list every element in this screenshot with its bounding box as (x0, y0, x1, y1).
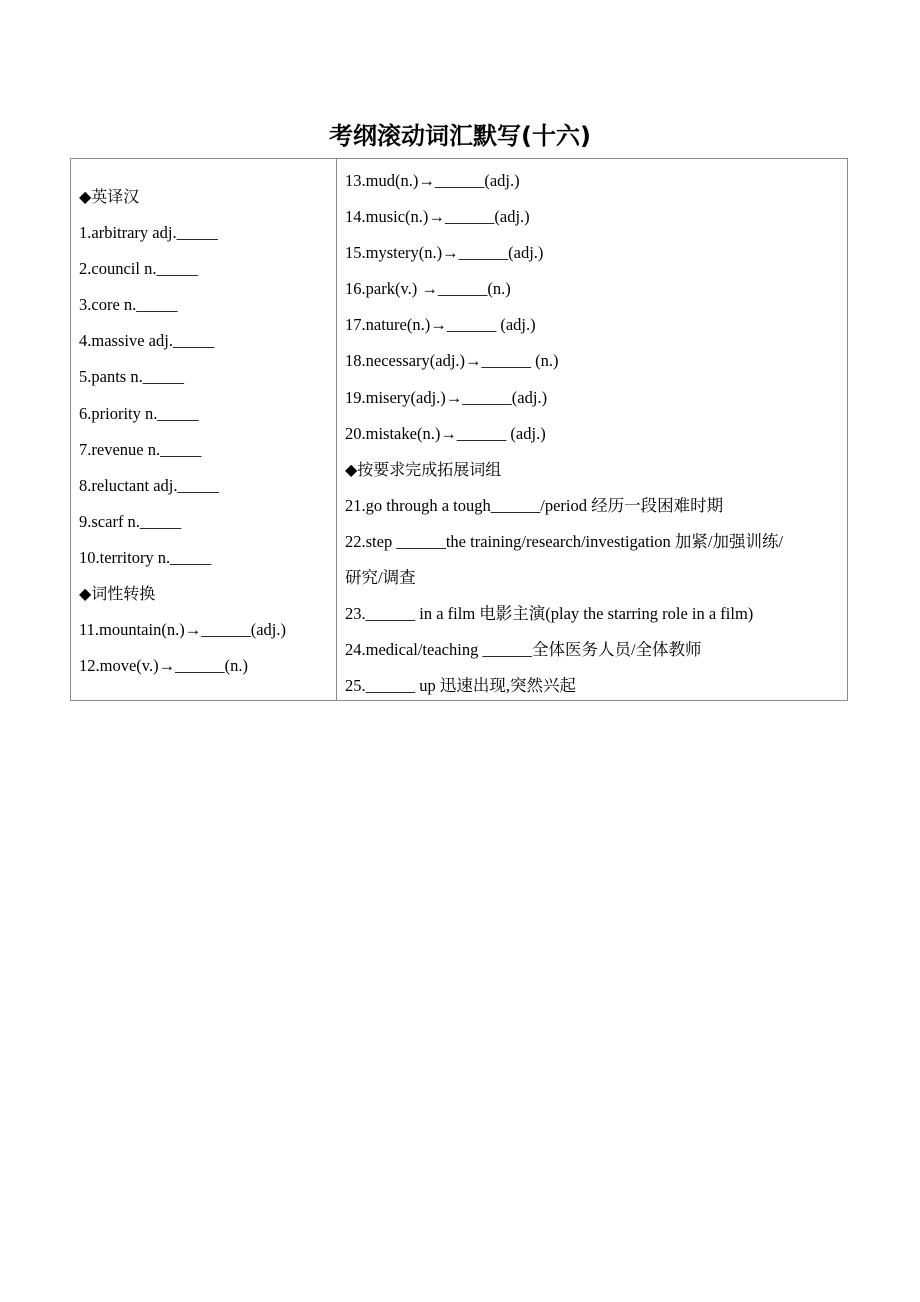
section-heading-word-conversion: ◆词性转换 (79, 584, 156, 604)
question-11: 11.mountain(n.)→______(adj.) (79, 620, 286, 640)
question-6: 6.priority n._____ (79, 403, 199, 423)
question-23: 23.______ in a film 电影主演(play the starring role in a film) (345, 604, 754, 624)
question-22-continued: 研究/调查 (345, 568, 416, 588)
question-21: 21.go through a tough______/period 经历一段困难时期 (345, 495, 724, 515)
question-2: 2.council n._____ (79, 259, 198, 279)
question-3: 3.core n._____ (79, 295, 178, 315)
question-15: 15.mystery(n.)→______(adj.) (345, 243, 544, 263)
question-16: 16.park(v.) →______(n.) (345, 279, 511, 299)
left-column (71, 159, 337, 700)
question-8: 8.reluctant adj._____ (79, 475, 219, 495)
question-9: 9.scarf n._____ (79, 511, 182, 531)
question-4: 4.massive adj._____ (79, 331, 215, 351)
question-25: 25.______ up 迅速出现,突然兴起 (345, 676, 576, 696)
page-title: 考纲滚动词汇默写(十六) (329, 122, 591, 150)
question-22: 22.step ______the training/research/investigation 加紧/加强训练/ (345, 531, 784, 551)
question-24: 24.medical/teaching ______全体医务人员/全体教师 (345, 640, 702, 660)
question-19: 19.misery(adj.)→______(adj.) (345, 387, 548, 407)
question-13: 13.mud(n.)→______(adj.) (345, 171, 520, 190)
section-heading-english-to-chinese: ◆英译汉 (79, 187, 140, 206)
question-12: 12.move(v.)→______(n.) (79, 656, 248, 676)
question-18: 18.necessary(adj.)→______ (n.) (345, 351, 559, 371)
question-7: 7.revenue n._____ (79, 439, 202, 459)
section-heading-phrase-expansion: ◆按要求完成拓展词组 (345, 459, 502, 479)
question-10: 10.territory n._____ (79, 547, 212, 567)
question-20: 20.mistake(n.)→______ (adj.) (345, 423, 546, 443)
question-5: 5.pants n._____ (79, 367, 184, 387)
worksheet-table (70, 158, 848, 701)
question-1: 1.arbitrary adj._____ (79, 223, 218, 243)
question-17: 17.nature(n.)→______ (adj.) (345, 315, 536, 335)
question-14: 14.music(n.)→______(adj.) (345, 207, 530, 227)
right-column (337, 159, 847, 700)
